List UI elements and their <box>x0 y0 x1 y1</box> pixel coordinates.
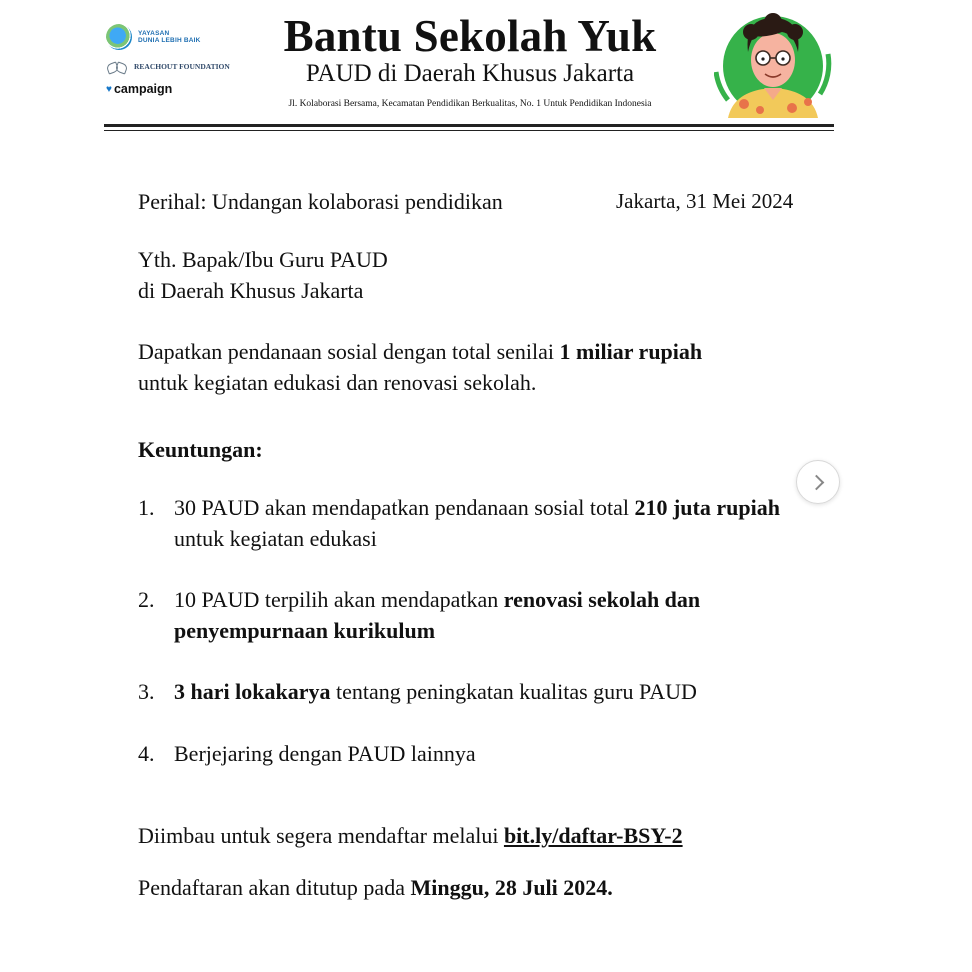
item-bold: 210 juta rupiah <box>634 495 780 520</box>
recipient-line2: di Daerah Khusus Jakarta <box>138 278 364 303</box>
reachout-text: REACHOUT FOUNDATION <box>134 62 230 71</box>
heart-icon: ♥ <box>106 83 112 95</box>
yayasan-logo <box>106 24 246 50</box>
page-title: Bantu Sekolah Yuk <box>283 11 657 61</box>
carousel-next-button[interactable] <box>796 460 840 504</box>
item-text-post: tentang peningkatan kualitas guru PAUD <box>335 679 697 704</box>
list-number: 3. <box>138 679 155 704</box>
chevron-right-icon <box>808 474 824 490</box>
recipient-line1: Yth. Bapak/Ibu Guru PAUD <box>138 247 388 272</box>
letter-intro <box>138 336 818 398</box>
intro-suffix: untuk kegiatan edukasi dan renovasi sekolah. <box>138 370 537 395</box>
letter-recipient <box>138 244 388 306</box>
campaign-text: campaign <box>113 82 173 96</box>
deadline-date: Minggu, 28 Juli 2024. <box>410 875 613 900</box>
item-text-post: untuk kegiatan edukasi <box>174 526 377 551</box>
yayasan-line1: YAYASAN <box>138 30 170 37</box>
intro-prefix: Dapatkan pendanaan sosial dengan total senilai <box>138 339 555 364</box>
cta-text: Diimbau untuk segera mendaftar melalui <box>138 823 499 848</box>
header-divider-thick <box>104 124 834 127</box>
item-bold: renovasi sekolah dan penyempurnaan kurikulum <box>174 587 701 643</box>
yayasan-line2: DUNIA LEBIH BAIK <box>138 37 201 44</box>
item-bold: 3 hari lokakarya <box>174 679 331 704</box>
deadline-text: Pendaftaran akan ditutup pada <box>138 875 405 900</box>
list-item <box>138 676 697 707</box>
registration-link[interactable]: bit.ly/daftar-BSY-2 <box>503 823 683 848</box>
registration-cta <box>138 820 683 851</box>
reachout-logo <box>106 60 246 74</box>
item-text: 10 PAUD terpilih akan mendapatkan <box>174 587 499 612</box>
globe-icon <box>106 24 132 50</box>
reachout-hands-icon <box>106 60 128 74</box>
teacher-avatar-icon <box>714 8 832 118</box>
partner-logos <box>106 22 246 96</box>
letter-date: Jakarta, 31 Mei 2024 <box>616 189 794 213</box>
registration-deadline <box>138 872 613 903</box>
intro-amount: 1 miliar rupiah <box>559 339 703 364</box>
item-text: Berjejaring dengan PAUD lainnya <box>174 741 476 766</box>
letter-subject: Perihal: Undangan kolaborasi pendidikan <box>138 189 503 214</box>
benefits-heading: Keuntungan: <box>138 437 263 462</box>
list-number: 2. <box>138 587 155 612</box>
list-number: 4. <box>138 741 155 766</box>
list-item <box>138 492 818 554</box>
item-text: 30 PAUD akan mendapatkan pendanaan sosial total <box>174 495 629 520</box>
header-divider-thin <box>104 130 834 131</box>
list-item <box>138 584 818 646</box>
list-number: 1. <box>138 495 155 520</box>
list-item <box>138 738 476 769</box>
campaign-logo <box>106 82 246 96</box>
letterhead-address: Jl. Kolaborasi Bersama, Kecamatan Pendidikan Berkualitas, No. 1 Untuk Pendidikan Indonesia <box>288 99 652 109</box>
page-subtitle: PAUD di Daerah Khusus Jakarta <box>305 60 635 87</box>
